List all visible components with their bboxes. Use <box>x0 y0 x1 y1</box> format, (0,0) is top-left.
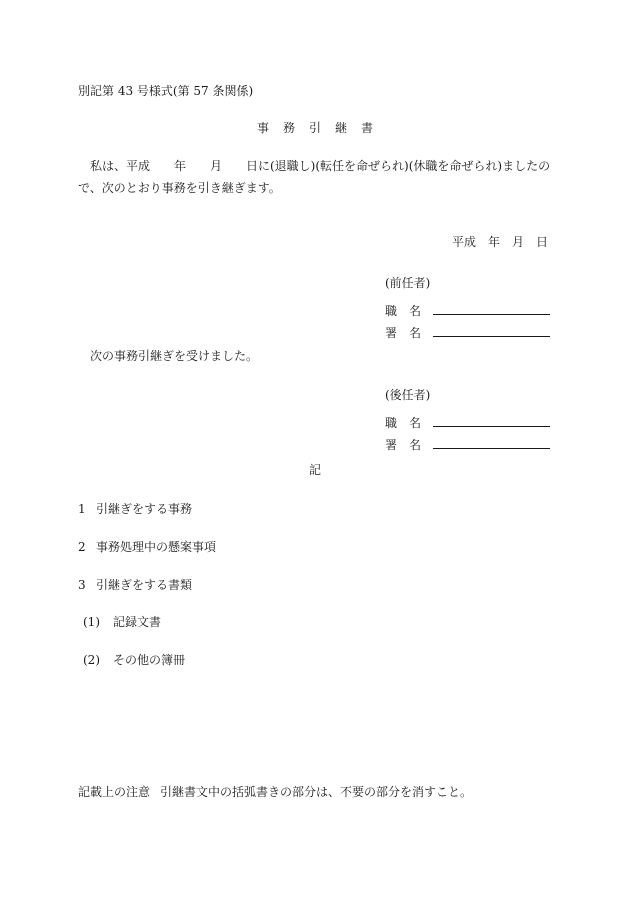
sub-list-item <box>83 652 185 668</box>
sub-list-item-number: (2) <box>83 653 100 667</box>
list-item-text: 引継ぎをする書類 <box>96 578 193 592</box>
title-char: 書 <box>361 121 374 135</box>
list-item-number: 1 <box>78 502 86 516</box>
predecessor-sign-field[interactable] <box>433 322 550 337</box>
entry-note-heading: 記載上の注意 <box>78 785 151 799</box>
receipt-statement: 次の事務引継ぎを受けました。 <box>90 349 259 363</box>
successor-job-field[interactable] <box>433 412 550 427</box>
document-title <box>0 120 630 136</box>
list-item-text: 事務処理中の懸案事項 <box>96 540 217 554</box>
predecessor-role: (前任者) <box>385 276 431 290</box>
successor-job-label: 職 名 <box>385 416 422 430</box>
list-item-number: 3 <box>78 578 86 592</box>
ki-heading: 記 <box>308 463 321 477</box>
predecessor-sign-row <box>385 319 550 341</box>
predecessor-sign-label: 署 名 <box>385 326 422 340</box>
successor-role: (後任者) <box>385 388 431 402</box>
date-line: 平成 年 月 日 <box>451 235 548 249</box>
handover-statement-line1: 私は、平成 年 月 日に(退職し)(転任を命ぜられ)(休職を命ぜられ)ましたの <box>90 159 551 173</box>
predecessor-job-row <box>385 297 550 319</box>
sub-list-item-text: その他の簿冊 <box>113 653 186 667</box>
list-item-text: 引継ぎをする事務 <box>96 502 193 516</box>
handover-statement <box>78 158 558 196</box>
list-item-number: 2 <box>78 540 86 554</box>
successor-sign-label: 署 名 <box>385 438 422 452</box>
predecessor-job-field[interactable] <box>433 300 550 315</box>
sub-list-item-number: (1) <box>83 615 100 629</box>
entry-note <box>78 784 472 800</box>
title-char: 事 <box>256 121 269 135</box>
list-item <box>78 539 216 555</box>
entry-note-text: 引継書文中の括弧書きの部分は、不要の部分を消すこと。 <box>160 785 473 799</box>
form-reference: 別記第 43 号様式(第 57 条関係) <box>78 84 254 98</box>
handover-statement-line2: で、次のとおり事務を引き継ぎます。 <box>78 181 281 195</box>
predecessor-job-label: 職 名 <box>385 304 422 318</box>
successor-signature-block <box>385 387 550 453</box>
successor-sign-field[interactable] <box>433 434 550 449</box>
list-item <box>78 577 192 593</box>
title-char: 継 <box>335 121 348 135</box>
title-char: 引 <box>308 121 321 135</box>
title-char: 務 <box>282 121 295 135</box>
successor-sign-row <box>385 431 550 453</box>
predecessor-signature-block <box>385 275 550 341</box>
list-item <box>78 501 192 517</box>
successor-job-row <box>385 409 550 431</box>
sub-list-item <box>83 614 161 630</box>
sub-list-item-text: 記録文書 <box>113 615 162 629</box>
